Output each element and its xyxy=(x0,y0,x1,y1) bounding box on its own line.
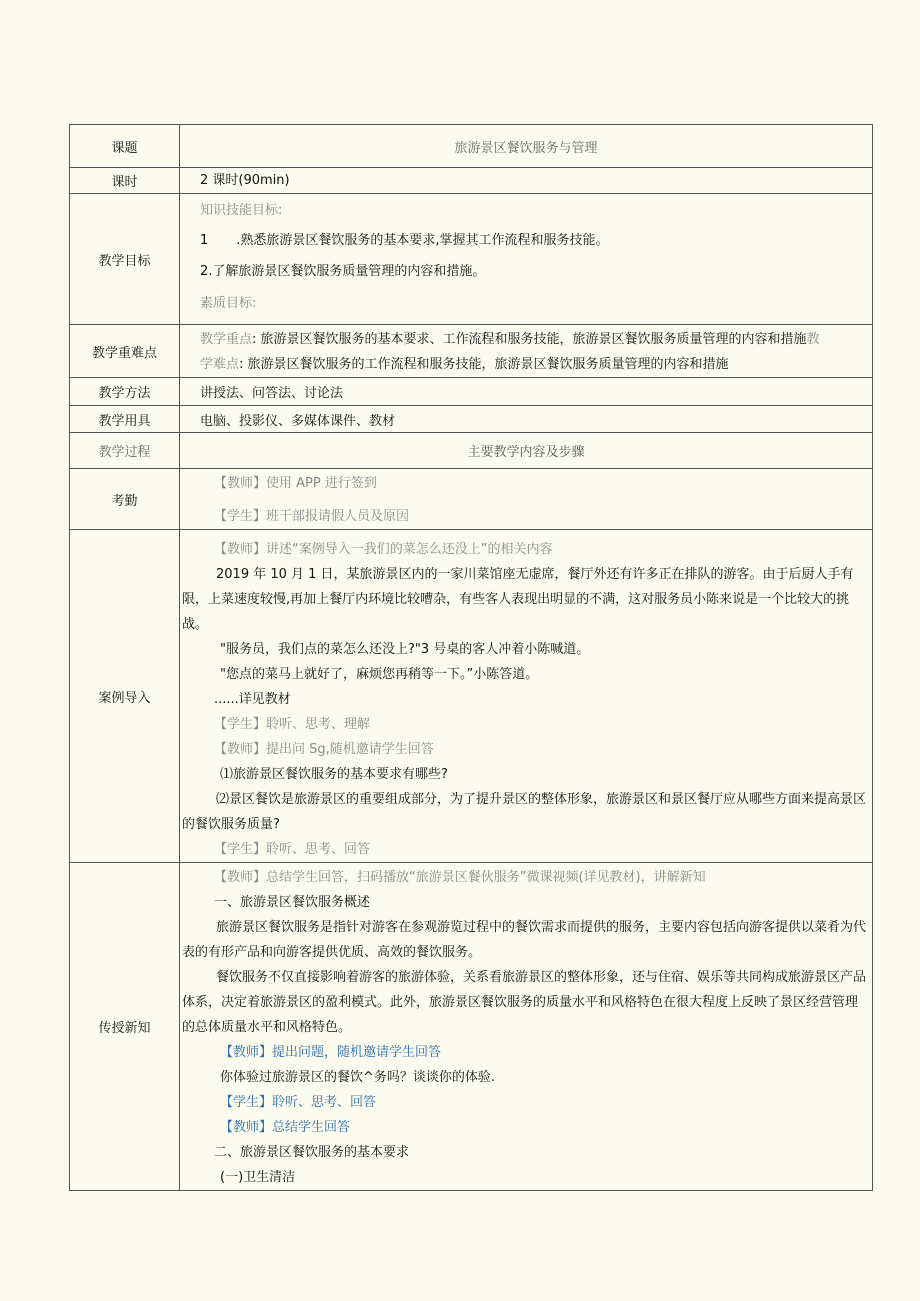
difficult-points-text: : 旅游景区餐饮服务的工作流程和服务技能，旅游景区餐饮服务质量管理的内容和措施 xyxy=(239,357,729,372)
process-header-label: 教学过程 xyxy=(70,433,180,469)
case-student-2: 【学生】聆听、思考、回答 xyxy=(214,842,371,857)
topic-row xyxy=(70,125,873,168)
new-teacher-summary: 【教师】总结学生回答 xyxy=(220,1120,351,1135)
difficult-points xyxy=(200,352,870,377)
attendance-student: 【学生】班干部报请假人员及原因 xyxy=(214,509,410,524)
new-teacher-question: 【教师】提出问题，随机邀请学生回答 xyxy=(220,1045,442,1060)
attendance-teacher: 【教师】使用 APP 进行签到 xyxy=(214,476,377,491)
key-points-label: 教学重点 xyxy=(200,332,253,347)
objective-item-1 xyxy=(200,224,870,257)
case-question-2: ⑵景区餐饮是旅游景区的重要组成部分，为了提升景区的整体形象，旅游景区和景区餐厅应从哪些方面来提高景区的餐饮服务质量? xyxy=(182,792,867,832)
objective-item-2: 2.了解旅游景区餐饮服务质量管理的内容和措施。 xyxy=(200,264,486,279)
methods-label: 教学方法 xyxy=(70,378,180,406)
difficult-points-label-b: 学难点 xyxy=(200,357,240,372)
newknowledge-row xyxy=(70,863,873,1191)
hours-value: 2 课时(90min) xyxy=(200,172,290,188)
tools-row xyxy=(70,406,873,433)
attendance-label: 考勤 xyxy=(70,469,180,530)
case-question-1: ⑴旅游景区餐饮服务的基本要求有哪些? xyxy=(220,767,448,782)
objectives-row xyxy=(70,194,873,325)
quality-objectives-title: 素质目标: xyxy=(200,296,257,311)
subsection-hygiene: (一)卫生清洁 xyxy=(220,1170,296,1185)
case-story: 2019 年 10 月 1 日，某旅游景区内的一家川菜馆座无虚席，餐厅外还有许多正在排队的游客。由于后厨人手有限，上菜速度较慢,再加上餐厅内环境比较嘈杂，有些客人表现出明显的不满，这对服务员小陈来说是一个比较大的挑战。 xyxy=(182,567,854,632)
keypoints-row xyxy=(70,325,873,378)
tools-label: 教学用具 xyxy=(70,406,180,433)
objective-item-1-text: .熟悉旅游景区餐饮服务的基本要求,掌握其工作流程和服务技能。 xyxy=(236,233,609,248)
difficult-points-label-a: 教 xyxy=(806,332,820,347)
objectives-label: 教学目标 xyxy=(70,194,180,325)
case-quote-1: "服务员，我们点的菜怎么还没上?"3 号桌的客人冲着小陈喊道。 xyxy=(220,642,590,657)
newknowledge-label: 传授新知 xyxy=(70,863,180,1191)
lesson-plan-table xyxy=(69,124,873,1191)
lesson-title: 旅游景区餐饮服务与管理 xyxy=(180,125,873,168)
case-row xyxy=(70,530,873,863)
new-teacher-intro: 【教师】总结学生回答，扫码播放“旅游景区餐伙服务”微课视频(详见教材)，讲解新知 xyxy=(214,870,706,885)
objective-item-1-num: 1 xyxy=(200,233,209,248)
key-points xyxy=(200,327,870,352)
overview-paragraph-2: 餐饮服务不仅直接影响着游客的旅游体验，关系看旅游景区的整体形象，还与住宿、娱乐等共同构成旅游景区产品体系，决定着旅游景区的盈利模式。此外，旅游景区餐饮服务的质量水平和风格特色在很大程度上反映了景区经营管理的总体质量水平和风格特色。 xyxy=(182,970,867,1035)
section-heading-2: 二、旅游景区餐饮服务的基本要求 xyxy=(214,1145,410,1160)
case-more: ......详见教材 xyxy=(214,692,291,707)
knowledge-objectives-title: 知识技能目标: xyxy=(200,203,283,218)
attendance-row xyxy=(70,469,873,530)
section-heading-1: 一、旅游景区餐饮服务概述 xyxy=(214,895,371,910)
new-question: 你体验过旅游景区的餐饮^务吗？谈谈你的体验. xyxy=(220,1070,496,1085)
case-teacher-intro: 【教师】讲述“案例导入一我们的菜怎么还没上”的相关内容 xyxy=(214,542,553,557)
case-teacher-question: 【教师】提出问 Sg,随机邀请学生回答 xyxy=(214,742,434,757)
case-student-1: 【学生】聆听、思考、理解 xyxy=(214,717,371,732)
process-header-value: 主要教学内容及步骤 xyxy=(180,433,873,469)
keypoints-label: 教学重难点 xyxy=(70,325,180,378)
methods-row xyxy=(70,378,873,406)
overview-paragraph-1: 旅游景区餐饮服务是指针对游客在参观游览过程中的餐饮需求而提供的服务，主要内容包括向游客提供以菜肴为代表的有形产品和向游客提供优质、高效的餐饮服务。 xyxy=(182,920,867,960)
hours-row xyxy=(70,168,873,194)
process-header-row xyxy=(70,433,873,469)
hours-label: 课时 xyxy=(70,168,180,194)
case-quote-2: "您点的菜马上就好了，麻烦您再稍等一下。”小陈答道。 xyxy=(220,667,539,682)
new-student-answer: 【学生】聆听、思考、回答 xyxy=(220,1095,377,1110)
case-label: 案例导入 xyxy=(70,530,180,863)
methods-value: 讲授法、问答法、讨论法 xyxy=(200,386,344,401)
key-points-text: : 旅游景区餐饮服务的基本要求、工作流程和服务技能，旅游景区餐饮服务质量管理的内容和措施 xyxy=(252,332,807,347)
tools-value: 电脑、投影仪、多媒体课件、教材 xyxy=(200,413,396,429)
topic-label: 课题 xyxy=(70,125,180,168)
